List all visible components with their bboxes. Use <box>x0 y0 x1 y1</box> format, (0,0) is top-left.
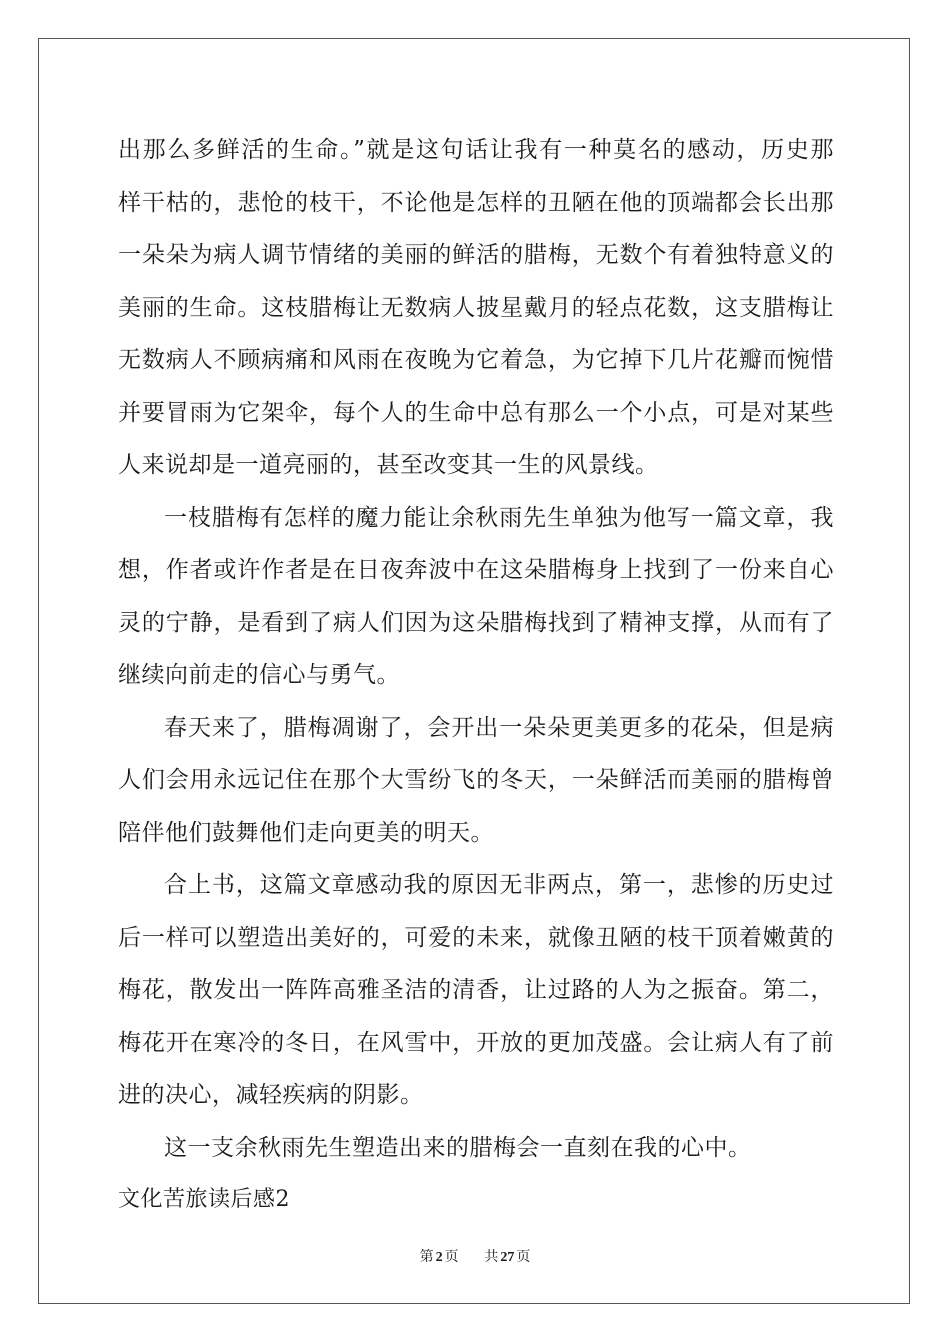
page-number-label <box>418 1249 461 1265</box>
page-suffix: 页 <box>444 1249 459 1265</box>
paragraph-line: 一枝腊梅有怎样的魔力能让余秋雨先生单独为他写一篇文章，我 <box>164 504 834 531</box>
paragraph-line: 并要冒雨为它架伞，每个人的生命中总有那么一个小点，可是对某些 <box>118 399 834 426</box>
current-page-number: 2 <box>435 1250 443 1265</box>
document-body <box>118 124 834 1227</box>
total-pages-label <box>482 1249 532 1265</box>
paragraph-line: 美丽的生命。这枝腊梅让无数病人披星戴月的轻点花数，这支腊梅让 <box>118 294 834 321</box>
section-title: 文化苦旅读后感2 <box>118 1187 290 1212</box>
paragraph-line: 梅花开在寒冷的冬日，在风雪中，开放的更加茂盛。会让病人有了前 <box>118 1029 834 1056</box>
total-suffix: 页 <box>516 1249 531 1265</box>
paragraph-line: 继续向前走的信心与勇气。 <box>118 662 400 688</box>
total-prefix: 共 <box>484 1249 499 1265</box>
paragraph-line: 一朵朵为病人调节情绪的美丽的鲜活的腊梅，无数个有着独特意义的 <box>118 242 834 268</box>
paragraph-line: 春天来了，腊梅凋谢了，会开出一朵朵更美更多的花朵，但是病 <box>164 714 834 741</box>
paragraph-line: 这一支余秋雨先生塑造出来的腊梅会一直刻在我的心中。 <box>164 1134 752 1161</box>
paragraph-line: 样干枯的，悲怆的枝干，不论他是怎样的丑陋在他的顶端都会长出那 <box>118 189 834 216</box>
total-page-count: 27 <box>500 1250 515 1265</box>
paragraph-line: 后一样可以塑造出美好的，可爱的未来，就像丑陋的枝干顶着嫩黄的 <box>118 924 834 951</box>
paragraph-line: 灵的宁静，是看到了病人们因为这朵腊梅找到了精神支撑，从而有了 <box>118 609 834 636</box>
paragraph-line: 出那么多鲜活的生命。”就是这句话让我有一种莫名的感动，历史那 <box>118 137 834 163</box>
paragraph-line: 陪伴他们鼓舞他们走向更美的明天。 <box>118 819 494 846</box>
paragraph-line: 人们会用永远记住在那个大雪纷飞的冬天，一朵鲜活而美丽的腊梅曾 <box>118 767 834 793</box>
paragraph-line: 想，作者或许作者是在日夜奔波中在这朵腊梅身上找到了一份来自心 <box>118 557 834 583</box>
paragraph-line: 人来说却是一道亮丽的，甚至改变其一生的风景线。 <box>118 452 659 478</box>
paragraph-line: 合上书，这篇文章感动我的原因无非两点，第一，悲惨的历史过 <box>164 872 834 898</box>
paragraph-line: 梅花，散发出一阵阵高雅圣洁的清香，让过路的人为之振奋。第二， <box>118 977 834 1003</box>
paragraph-line: 无数病人不顾病痛和风雨在夜晚为它着急，为它掉下几片花瓣而惋惜 <box>118 347 834 373</box>
paragraph-line: 进的决心，减轻疾病的阴影。 <box>118 1082 424 1108</box>
page-prefix: 第 <box>419 1249 434 1265</box>
page-footer <box>0 1246 950 1266</box>
